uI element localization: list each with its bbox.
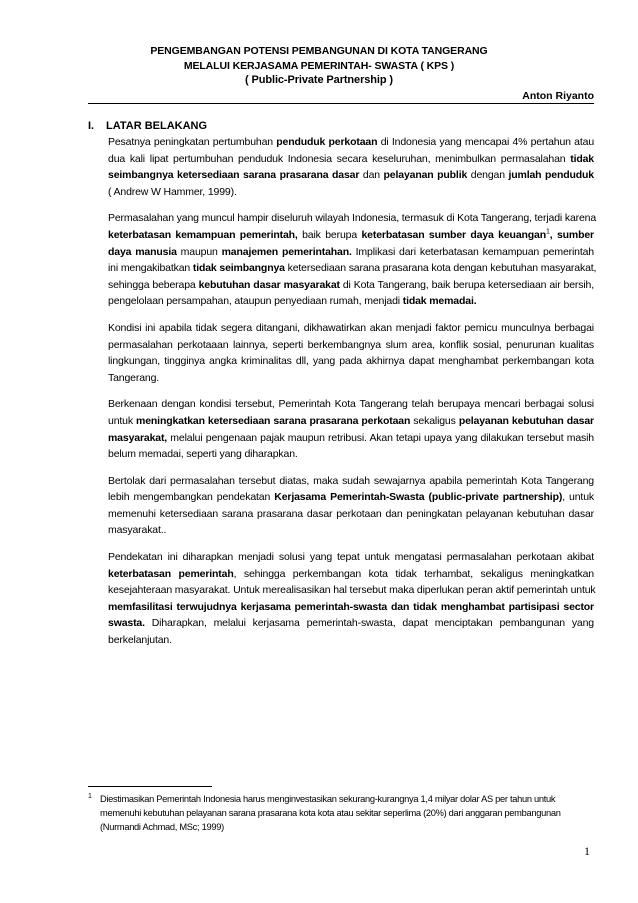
text-run: Tangerang. bbox=[108, 371, 160, 384]
paragraph bbox=[108, 396, 594, 462]
paragraph-line bbox=[108, 430, 594, 447]
text-run: lingkungan, tingginya angka kriminalitas dll, yang pada akhirnya dapat menghambat perkembangan kota bbox=[108, 355, 594, 368]
text-run: Bertolak dari permasalahan tersebut diatas, maka sudah sewajarnya apabila pemerintah Kota Tangerang bbox=[108, 474, 594, 487]
bold-text: swasta. bbox=[108, 617, 145, 630]
paragraph-line bbox=[108, 473, 594, 490]
footnote-text bbox=[100, 792, 588, 834]
paragraph-line bbox=[108, 522, 594, 539]
paragraph-line bbox=[108, 151, 594, 168]
paragraph-line bbox=[108, 413, 594, 430]
footnote-line: (Nurmandi Achmad, MSc; 1999) bbox=[100, 822, 224, 832]
document-title-line-3: ( Public-Private Partnership ) bbox=[245, 74, 393, 86]
paragraph bbox=[108, 320, 594, 386]
paragraph-line bbox=[108, 134, 594, 151]
paragraph-line bbox=[108, 167, 594, 184]
text-run: Diharapkan, melalui kerjasama pemerintah-swasta, dapat menciptakan pembangunan yang bbox=[144, 617, 594, 630]
bold-text: kebutuhan dasar masyarakat bbox=[198, 278, 340, 291]
paragraph-line bbox=[108, 293, 594, 310]
text-run: permasalahan perkotaaan lainnya, seperti berkembangnya slum area, konflik sosial, penurunan kualitas bbox=[108, 338, 594, 351]
bold-text: keterbatasan kemampuan pemerintah, bbox=[108, 228, 298, 241]
text-run: lebih mengembangkan pendekatan bbox=[108, 491, 275, 504]
paragraph-line bbox=[108, 353, 594, 370]
paragraph-line bbox=[108, 506, 594, 523]
text-run: baik berupa bbox=[297, 228, 362, 241]
section-heading bbox=[88, 120, 207, 132]
footnote-number: 1 bbox=[88, 793, 92, 800]
footnote-reference: 1 bbox=[546, 228, 550, 236]
paragraph-line bbox=[108, 632, 594, 649]
paragraph bbox=[108, 210, 597, 310]
paragraph-line bbox=[108, 210, 597, 227]
text-run: dengan bbox=[467, 169, 509, 182]
bold-text: jumlah penduduk bbox=[508, 169, 594, 182]
bold-text: memfasilitasi terwujudnya kerjasama pemerintah-swasta dan tidak menghambat partisipasi sector bbox=[108, 600, 594, 613]
bold-text: pelayanan publik bbox=[383, 169, 468, 182]
text-run: Kondisi ini apabila tidak segera ditangani, dikhawatirkan akan menjadi faktor pemicu munculnya berbagai bbox=[108, 321, 594, 334]
paragraph-line bbox=[108, 549, 594, 566]
text-run: ( Andrew W Hammer, 1999). bbox=[108, 185, 237, 198]
paragraph bbox=[108, 134, 594, 200]
text-run: di Indonesia yang mencapai 4% pertahun atau bbox=[377, 136, 595, 148]
bold-text: masyarakat, bbox=[108, 431, 168, 444]
bold-text: manajemen pemerintahan. bbox=[221, 245, 352, 258]
paragraph-line bbox=[108, 396, 594, 413]
text-run: , untuk bbox=[562, 491, 594, 504]
footnote-divider bbox=[88, 786, 212, 787]
text-run: Pendekatan ini diharapkan menjadi solusi yang tepat untuk mengatasi permasalahan perkotaan akibat bbox=[108, 551, 594, 564]
text-run: sekaligus bbox=[410, 414, 459, 427]
bold-text: pelayanan kebutuhan dasar bbox=[458, 414, 594, 427]
text-run: ini mengakibatkan bbox=[108, 262, 193, 275]
text-run: Berkenaan dengan kondisi tersebut, Pemerintah Kota Tangerang telah berupaya mencari berbagai solusi bbox=[108, 398, 594, 411]
text-run: masyarakat.. bbox=[108, 524, 167, 537]
text-run: untuk bbox=[108, 414, 137, 427]
bold-text: keterbatasan sumber daya keuangan bbox=[361, 228, 546, 241]
paragraph-line bbox=[108, 370, 594, 387]
text-run: kesejahteraan masyarakat. Untuk merealisasikan hal tersebut maka diperlukan peran aktif pemerintah untuk bbox=[108, 584, 596, 597]
section-title: LATAR BELAKANG bbox=[106, 120, 208, 132]
paragraph-line bbox=[108, 244, 594, 261]
paragraph-line bbox=[108, 599, 594, 616]
page-number: 1 bbox=[584, 844, 590, 858]
text-run: Pesatnya peningkatan pertumbuhan bbox=[108, 136, 277, 148]
paragraph-line bbox=[108, 615, 594, 632]
text-run: maupun bbox=[176, 245, 222, 258]
paragraph-line bbox=[108, 582, 594, 599]
bold-text: Kerjasama Pemerintah-Swasta (public-private partnership) bbox=[274, 491, 563, 504]
paragraph-line bbox=[108, 337, 594, 354]
bold-text: seimbangnya ketersediaan sarana prasarana dasar bbox=[108, 169, 360, 182]
section-number: I. bbox=[88, 120, 95, 132]
bold-text: daya manusia bbox=[108, 245, 177, 258]
bold-text: tidak bbox=[570, 152, 594, 165]
text-run: sehingga beberapa bbox=[108, 278, 199, 291]
paragraph bbox=[108, 473, 594, 539]
text-run: berkelanjutan. bbox=[108, 634, 172, 647]
author-name: Anton Riyanto bbox=[522, 90, 594, 102]
bold-text: , sumber bbox=[549, 228, 594, 241]
paragraph-line bbox=[108, 184, 594, 201]
bold-text: tidak seimbangnya bbox=[192, 262, 285, 275]
text-run: dan bbox=[359, 169, 384, 182]
bold-text: meningkatkan ketersediaan sarana prasarana perkotaan bbox=[136, 414, 411, 427]
text-run: melalui pengenaan pajak maupun retribusi. Akan tetapi upaya yang dilakukan tersebut masih bbox=[167, 431, 594, 444]
footnote-line: Diestimasikan Pemerintah Indonesia harus menginvestasikan sekurang-kurangnya 1,4 milyar dolar AS per tahun untuk bbox=[100, 794, 556, 804]
document-title-line-2: MELALUI KERJASAMA PEMERINTAH- SWASTA ( KPS ) bbox=[183, 60, 455, 72]
text-run: di Kota Tangerang, baik berupa ketersediaan air bersih, bbox=[339, 278, 594, 291]
paragraph-line bbox=[108, 277, 594, 294]
text-run: belum memadai, seperti yang diharapkan. bbox=[108, 448, 298, 461]
text-run: ketersediaan sarana prasarana kota dengan kebutuhan masyarakat, bbox=[284, 262, 597, 275]
paragraph bbox=[108, 549, 594, 649]
bold-text: penduduk perkotaan bbox=[276, 136, 378, 148]
paragraph-line bbox=[108, 489, 594, 506]
header-divider bbox=[88, 103, 594, 104]
paragraph-line bbox=[108, 260, 597, 277]
text-run: pengelolaan persampahan, ataupun penyediaan rumah, menjadi bbox=[108, 295, 403, 308]
footnote-line: memenuhi kebutuhan pelayanan sarana prasarana kota kota atau sekitar seperlima (20%) dari anggaran pembangunan bbox=[100, 808, 561, 818]
text-run: , sehingga perkembangan kota tidak terhambat, sekaligus meningkatkan bbox=[233, 567, 594, 580]
paragraph-line bbox=[108, 227, 594, 244]
text-run: dua kali lipat pertumbuhan penduduk Indonesia secara keseluruhan, menimbulkan permasalahan bbox=[108, 152, 571, 165]
paragraph-line bbox=[108, 446, 594, 463]
paragraph-line bbox=[108, 320, 594, 337]
bold-text: tidak memadai. bbox=[402, 295, 477, 308]
text-run: Implikasi dari keterbatasan kemampuan pemerintah bbox=[351, 245, 594, 258]
footnote bbox=[88, 792, 588, 834]
paragraph-line bbox=[108, 566, 594, 583]
section-body bbox=[108, 134, 597, 659]
text-run: memenuhi ketersediaan sarana prasarana dasar perkotaan dan peningkatan pelayanan kebutuhan dasar bbox=[108, 507, 594, 520]
document-title-line-1: PENGEMBANGAN POTENSI PEMBANGUNAN DI KOTA TANGERANG bbox=[150, 45, 488, 57]
bold-text: keterbatasan pemerintah bbox=[108, 567, 234, 580]
text-run: Permasalahan yang muncul hampir diseluruh wilayah Indonesia, termasuk di Kota Tangerang, terjadi karena bbox=[108, 212, 597, 225]
